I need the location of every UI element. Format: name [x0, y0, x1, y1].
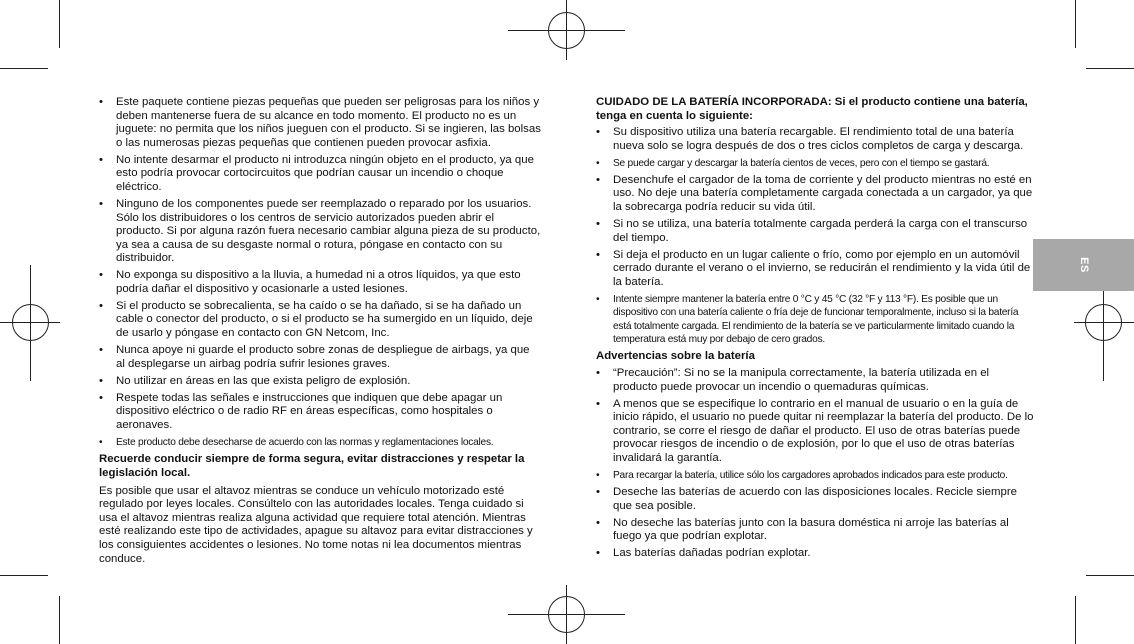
list-item: • Si deja el producto en un lugar caliente o frío, como por ejemplo en un automóvil cerrado durante el verano o el invierno, se reducirán el rendimiento y la vida útil de la batería.	[596, 249, 1036, 290]
driving-safety-paragraph: Es posible que usar el altavoz mientras se conduce un vehículo motorizado esté regulado por leyes locales. Consúltelo con las autoridades locales. Tenga cuidado si usa el altavoz mientras realiza alguna actividad que requiere total atención. Mientras esté realizando este tipo de actividades, apague su altavoz para evitar distracciones y los consiguientes accidentes o lesiones. No tome notas ni lea documentos mientras conduce.	[99, 484, 533, 565]
list-item: • Se puede cargar y descargar la batería cientos de veces, pero con el tiempo se gastará.	[596, 157, 1036, 171]
list-item: • Las baterías dañadas podrían explotar.	[596, 547, 1036, 561]
language-tab	[1033, 239, 1134, 291]
list-item: • No exponga su dispositivo a la lluvia, a humedad ni a otros líquidos, ya que esto podría dañar el dispositivo y ocasionarle a usted lesiones.	[99, 269, 541, 296]
registration-mark-top	[508, 0, 625, 60]
list-item: • Desenchufe el cargador de la toma de corriente y del producto mientras no esté en uso. No deje una batería completamente cargada conectada a un cargador, ya que la sobrecarga podría reducir su vida útil.	[596, 174, 1036, 215]
left-column	[99, 96, 541, 566]
list-item: • A menos que se especifique lo contrario en el manual de usuario o en la guía de inicio rápido, el usuario no puede quitar ni reemplazar la batería del producto. De lo contrario, se corre el riesgo de dañar el producto. El uso de otras baterías puede provocar riesgos de incendio o de explosión, por lo que el uso de otras baterías invalidará la garantía.	[596, 398, 1036, 466]
list-item: • “Precaución”: Si no se la manipula correctamente, la batería utilizada en el producto puede provocar un incendio o quemaduras químicas.	[596, 367, 1036, 394]
list-item: • Este producto debe desecharse de acuerdo con las normas y reglamentaciones locales.	[99, 436, 541, 450]
list-item: • Para recargar la batería, utilice sólo los cargadores aprobados indicados para este producto.	[596, 469, 1036, 483]
battery-care-list	[596, 126, 1036, 347]
list-item: • Respete todas las señales e instrucciones que indiquen que debe apagar un dispositivo eléctrico o de radio RF en áreas específicas, como hospitales o aeronaves.	[99, 392, 541, 433]
list-item: • No intente desarmar el producto ni introduzca ningún objeto en el producto, ya que esto podría provocar cortocircuitos que podrían causar un incendio o choque eléctrico.	[99, 154, 541, 195]
list-item: • Su dispositivo utiliza una batería recargable. El rendimiento total de una batería nueva solo se logra después de dos o tres ciclos completos de carga y descarga.	[596, 126, 1036, 153]
list-item: • No deseche las baterías junto con la basura doméstica ni arroje las baterías al fuego ya que podrían explotar.	[596, 517, 1036, 544]
safety-bullet-list	[99, 96, 541, 449]
list-item: • Si el producto se sobrecalienta, se ha caído o se ha dañado, si se ha dañado un cable o conector del producto, o si el producto se ha sumergido en un líquido, deje de usarlo y póngase en contacto con GN Netcom, Inc.	[99, 300, 541, 341]
list-item: • Este paquete contiene piezas pequeñas que pueden ser peligrosas para los niños y deben mantenerse fuera de su alcance en todo momento. El producto no es un juguete: no permita que los niños jueguen con el producto. Si se ingieren, las bolsas o las numerosas piezas pequeñas que contienen pueden provocar asfixia.	[99, 96, 541, 150]
list-item: • No utilizar en áreas en las que exista peligro de explosión.	[99, 375, 541, 389]
language-tab-label: ES	[1077, 257, 1090, 273]
registration-mark-bottom	[508, 585, 625, 644]
registration-mark-left	[0, 265, 60, 381]
battery-warnings-heading: Advertencias sobre la batería	[596, 350, 755, 363]
list-item: • Deseche las baterías de acuerdo con las disposiciones locales. Recicle siempre que sea posible.	[596, 486, 1036, 513]
battery-care-heading: CUIDADO DE LA BATERÍA INCORPORADA: Si el producto contiene una batería, tenga en cuenta lo siguiente:	[596, 96, 1028, 122]
battery-warnings-list	[596, 367, 1036, 561]
list-item: • Si no se utiliza, una batería totalmente cargada perderá la carga con el transcurso del tiempo.	[596, 218, 1036, 245]
right-column	[596, 96, 1036, 564]
driving-safety-heading: Recuerde conducir siempre de forma segura, evitar distracciones y respetar la legislación local.	[99, 453, 525, 479]
list-item: • Intente siempre mantener la batería entre 0 °C y 45 °C (32 °F y 113 °F). Es posible que un dispositivo con una batería caliente o fría deje de funcionar temporalmente, incluso si la batería está totalmente cargada. El rendimiento de la batería se ve particularmente limitado cuando la temperatura está muy por debajo de cero grados.	[596, 293, 1036, 347]
list-item: • Nunca apoye ni guarde el producto sobre zonas de despliegue de airbags, ya que al desplegarse un airbag podría sufrir lesiones graves.	[99, 344, 541, 371]
list-item: • Ninguno de los componentes puede ser reemplazado o reparado por los usuarios. Sólo los distribuidores o los centros de servicio autorizados pueden abrir el producto. Si por alguna razón fuera necesario cambiar alguna pieza de su producto, ya sea a causa de su desgaste normal o rotura, póngase en contacto con su distribuidor.	[99, 198, 541, 266]
